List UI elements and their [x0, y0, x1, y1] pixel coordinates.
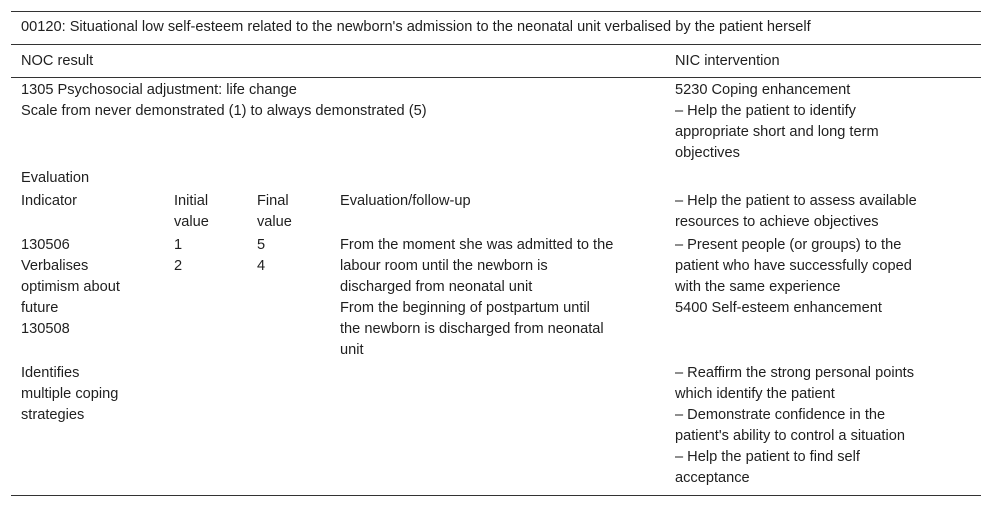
- followup-line: From the beginning of postpartum until: [340, 300, 590, 316]
- header-divider: [11, 77, 981, 78]
- nic-line: patient's ability to control a situation: [675, 428, 905, 444]
- initial-value: 1: [174, 237, 183, 253]
- nic-line: objectives: [675, 145, 740, 161]
- nic-line: with the same experience: [675, 279, 841, 295]
- nic-line: 5400 Self-esteem enhancement: [675, 300, 882, 316]
- nic-line: resources to achieve objectives: [675, 214, 879, 230]
- table-title: 00120: Situational low self-esteem related to the newborn's admission to the neonatal unit verbalised by the patient herself: [21, 19, 811, 35]
- nic-block-3: [675, 235, 912, 319]
- initial-values: [174, 235, 182, 277]
- indicator-line: Identifies: [21, 365, 80, 381]
- nic-block-1: [675, 80, 879, 164]
- noc-result: 1305 Psychosocial adjustment: life change: [21, 82, 297, 98]
- indicator-line: 130506: [21, 237, 70, 253]
- indicator-line: future: [21, 300, 59, 316]
- indicator-list: [21, 235, 120, 340]
- nic-line: – Help the patient to identify: [675, 103, 856, 119]
- final-values: [257, 235, 265, 277]
- nic-header: NIC intervention: [675, 53, 780, 69]
- noc-scale: Scale from never demonstrated (1) to always demonstrated (5): [21, 103, 427, 119]
- nic-line: which identify the patient: [675, 386, 835, 402]
- evaluation-label: Evaluation: [21, 170, 90, 186]
- care-plan-table: [11, 11, 981, 496]
- followup-line: discharged from neonatal unit: [340, 279, 533, 295]
- final-value: 4: [257, 258, 266, 274]
- noc-header: NOC result: [21, 53, 94, 69]
- initial-value-col-header: Initial value: [174, 193, 209, 230]
- nic-line: appropriate short and long term: [675, 124, 879, 140]
- final-value-col-header: Final value: [257, 193, 292, 230]
- indicator-line: 130508: [21, 321, 70, 337]
- nic-line: patient who have successfully coped: [675, 258, 912, 274]
- indicator-line: multiple coping: [21, 386, 119, 402]
- nic-line: – Help the patient to assess available: [675, 193, 917, 209]
- followup-line: unit: [340, 342, 364, 358]
- followup-col-header: Evaluation/follow-up: [340, 193, 471, 209]
- nic-line: – Help the patient to find self: [675, 449, 860, 465]
- followup-line: the newborn is discharged from neonatal: [340, 321, 604, 337]
- initial-value: 2: [174, 258, 183, 274]
- followup-line: labour room until the newborn is: [340, 258, 548, 274]
- nic-line: – Demonstrate confidence in the: [675, 407, 886, 423]
- indicator-line: optimism about: [21, 279, 120, 295]
- title-divider: [11, 44, 981, 45]
- nic-block-4: [675, 363, 914, 489]
- nic-line: – Reaffirm the strong personal points: [675, 365, 915, 381]
- indicator-2: [21, 363, 118, 426]
- indicator-line: strategies: [21, 407, 85, 423]
- final-value: 5: [257, 237, 266, 253]
- indicator-col-header: Indicator: [21, 193, 77, 209]
- followup-line: From the moment she was admitted to the: [340, 237, 614, 253]
- nic-line: 5230 Coping enhancement: [675, 82, 851, 98]
- nic-line: acceptance: [675, 470, 750, 486]
- nic-line: – Present people (or groups) to the: [675, 237, 902, 253]
- followup-text: [340, 235, 613, 361]
- indicator-line: Verbalises: [21, 258, 89, 274]
- nic-block-2: [675, 191, 917, 233]
